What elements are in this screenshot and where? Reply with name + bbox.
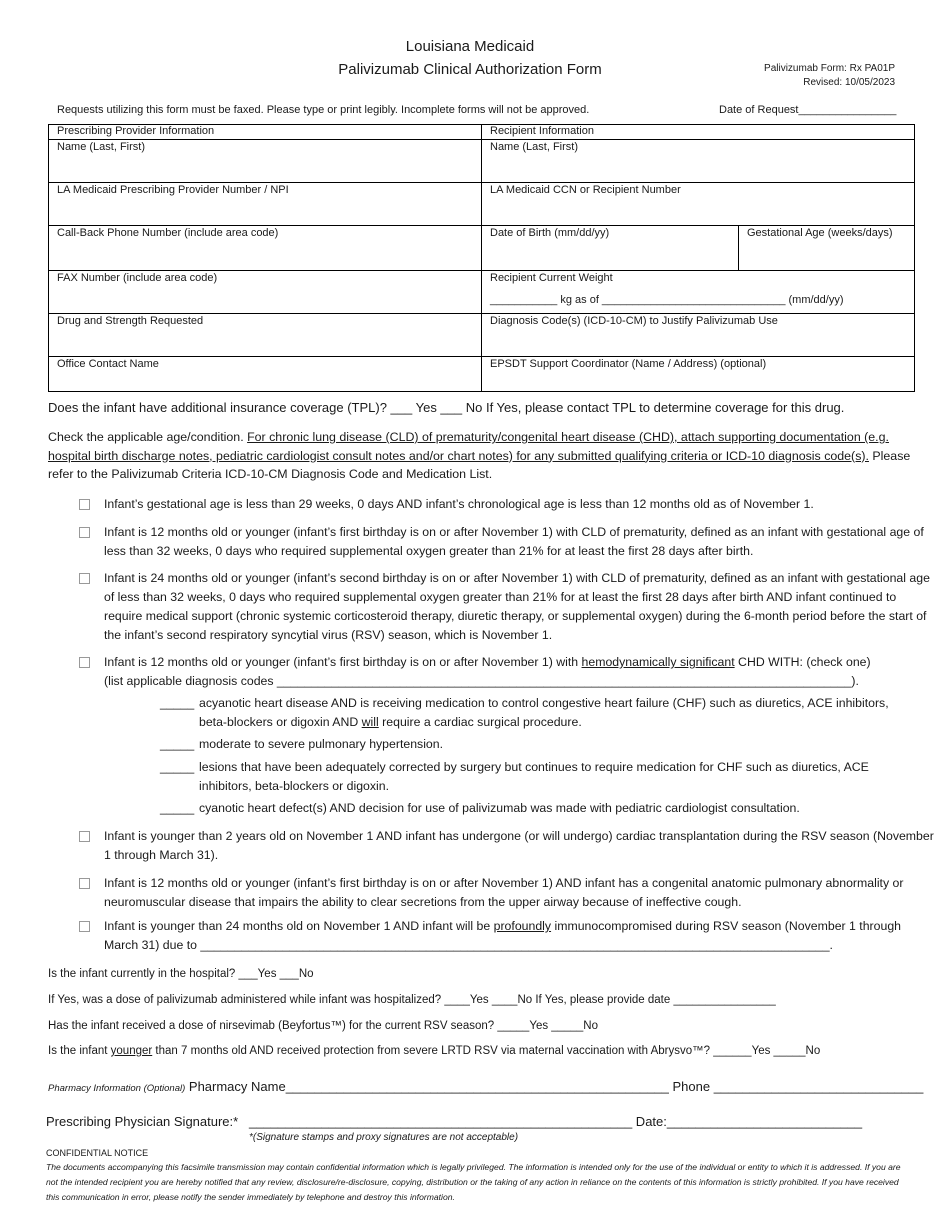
criterion-7-text xyxy=(104,917,934,955)
hospital-question[interactable]: Is the infant currently in the hospital? ___Yes ___No xyxy=(48,968,314,980)
signature-note: *(Signature stamps and proxy signatures are not acceptable) xyxy=(249,1132,519,1143)
chd-option-1-text xyxy=(199,694,899,732)
criterion-4-diagnosis-codes[interactable]: (list applicable diagnosis codes ____________________________________________________________________________________). xyxy=(104,674,859,688)
revised-date: Revised: 10/05/2023 xyxy=(803,77,895,88)
weight-entry-line[interactable]: ___________ kg as of ______________________________ (mm/dd/yy) xyxy=(490,294,844,306)
recipient-weight-field[interactable] xyxy=(482,271,915,314)
physician-signature-line[interactable]: _____________________________________________________ Date:___________________________ xyxy=(249,1114,863,1129)
chd-option-1-blank[interactable]: _____ xyxy=(160,696,195,710)
criterion-2-checkbox[interactable] xyxy=(79,527,90,538)
pharmacy-info-row[interactable] xyxy=(48,1079,923,1094)
form-instructions: Requests utilizing this form must be faxed. Please type or print legibly. Incomplete forms will not be approved. xyxy=(57,104,590,116)
criterion-7-checkbox[interactable] xyxy=(79,921,90,932)
weight-label: Recipient Current Weight xyxy=(490,272,613,284)
form-title-line1: Louisiana Medicaid xyxy=(405,38,535,55)
check-intro: Check the applicable age/condition. xyxy=(48,430,248,444)
date-of-request-field[interactable]: Date of Request________________ xyxy=(719,104,897,116)
callback-phone-field[interactable]: Call-Back Phone Number (include area code) xyxy=(49,226,482,271)
physician-signature-label: Prescribing Physician Signature:* xyxy=(46,1114,239,1129)
gestational-age-field[interactable]: Gestational Age (weeks/days) xyxy=(739,226,915,271)
provider-name-field[interactable]: Name (Last, First) xyxy=(49,140,482,183)
chd-option-3-blank[interactable]: _____ xyxy=(160,760,195,774)
criterion-4-checkbox[interactable] xyxy=(79,657,90,668)
form-title-line2: Palivizumab Clinical Authorization Form xyxy=(338,61,602,78)
criterion-3-text: Infant is 24 months old or younger (infant’s second birthday is on or after November 1) with CLD of prematurity, defined as an infant with gestational age of less than 32 weeks, 0 days who required supplemental oxygen greater than 21% for at least the first 28 days after birth AND infant continued to require medical support (chronic systemic corticosteroid therapy, diuretic therapy, or supplemental oxygen) during the 6-month period before the start of the infant’s second respiratory syncytial virus (RSV) season, which is November 1. xyxy=(104,571,930,642)
provider-recipient-table xyxy=(48,124,915,392)
sub1-post: require a cardiac surgical procedure. xyxy=(378,715,582,729)
q4-post: than 7 months old AND received protection from severe LRTD RSV via maternal vaccination with Abrysvo™? ______Yes _____No xyxy=(152,1045,821,1057)
provider-npi-field[interactable]: LA Medicaid Prescribing Provider Number / NPI xyxy=(49,183,482,226)
check-instructions xyxy=(48,428,928,484)
criterion-2-text: Infant is 12 months old or younger (infant’s first birthday is on or after November 1) with CLD of prematurity, defined as an infant with gestational age of less than 32 weeks, 0 days who required supplemental oxygen greater than 21% for at least the first 28 days after birth. xyxy=(104,525,924,558)
c7-pre: Infant is younger than 24 months old on November 1 AND infant will be xyxy=(104,919,494,933)
criterion-1-checkbox[interactable] xyxy=(79,499,90,510)
chd-option-4-text: cyanotic heart defect(s) AND decision for use of palivizumab was made with pediatric cardiologist consultation. xyxy=(199,801,800,815)
maternal-vaccination-question[interactable] xyxy=(48,1045,820,1057)
drug-strength-field[interactable]: Drug and Strength Requested xyxy=(49,314,482,357)
provider-heading: Prescribing Provider Information xyxy=(49,125,482,140)
diagnosis-code-field[interactable]: Diagnosis Code(s) (ICD-10-CM) to Justify Palivizumab Use xyxy=(482,314,915,357)
form-id: Palivizumab Form: Rx PA01P xyxy=(764,63,895,74)
pharmacy-name-field[interactable]: Pharmacy Name_____________________________________________________ Phone _____________________________ xyxy=(185,1079,924,1094)
criterion-3-checkbox[interactable] xyxy=(79,573,90,584)
check-documentation-note: For chronic lung disease (CLD) of prematurity/congenital heart disease (CHD), attach supporting documentation (e.g. hospital birth discharge notes, pediatric cardiologist consult notes and/or chart notes) for any submitted qualifying criteria or ICD-10 diagnosis code(s). xyxy=(48,430,889,463)
criterion-6-text: Infant is 12 months old or younger (infant’s first birthday is on or after November 1) AND infant has a congenital anatomic pulmonary abnormality or neuromuscular disease that impairs the ability to clear secretions from the upper airway because of ineffective cough. xyxy=(104,876,904,909)
criterion-5-text: Infant is younger than 2 years old on November 1 AND infant has undergone (or will undergo) cardiac transplantation during the RSV season (November 1 through March 31). xyxy=(104,829,934,862)
confidential-heading: CONFIDENTIAL NOTICE xyxy=(46,1148,149,1158)
c4-pre: Infant is 12 months old or younger (infant’s first birthday is on or after November 1) with xyxy=(104,655,582,669)
confidential-notice-text: The documents accompanying this facsimile transmission may contain confidential information which is legally privileged. The information is intended only for the use of the individual or entity to which it is addressed. If you are not the intended recipient you are hereby notified that any review, disclosure/re-disclosure, copying, distribution or the taking of any action in reliance on the contents of this information is strictly prohibited. If you have received this communication in error, please notify the sender immediately by telephone and destroy this information. xyxy=(46,1162,901,1202)
c4-post: CHD WITH: (check one) xyxy=(734,655,871,669)
date-of-birth-field[interactable]: Date of Birth (mm/dd/yy) xyxy=(482,226,739,271)
sub1-pre: acyanotic heart disease AND is receiving medication to control congestive heart failure (CHF) such as diuretics, ACE inhibitors, beta-blockers or digoxin AND xyxy=(199,696,889,729)
q4-pre: Is the infant xyxy=(48,1045,111,1057)
c4-underlined: hemodynamically significant xyxy=(581,655,735,669)
c7-underlined: profoundly xyxy=(493,919,552,933)
q4-underlined: younger xyxy=(110,1045,153,1057)
pharmacy-optional-label: Pharmacy Information (Optional) xyxy=(48,1083,186,1094)
recipient-ccn-field[interactable]: LA Medicaid CCN or Recipient Number xyxy=(482,183,915,226)
chd-option-3-text: lesions that have been adequately corrected by surgery but continues to require medication for CHF such as diuretics, ACE inhibitors, beta-blockers or digoxin. xyxy=(199,760,869,793)
sub1-underlined: will xyxy=(361,715,379,729)
criterion-1-text: Infant’s gestational age is less than 29 weeks, 0 days AND infant’s chronological age is less than 12 months old as of November 1. xyxy=(104,497,814,511)
nirsevimab-question[interactable]: Has the infant received a dose of nirsevimab (Beyfortus™) for the current RSV season? _____Yes _____No xyxy=(48,1020,598,1032)
tpl-question[interactable]: Does the infant have additional insurance coverage (TPL)? ___ Yes ___ No If Yes, please contact TPL to determine coverage for this drug. xyxy=(48,400,845,415)
recipient-name-field[interactable]: Name (Last, First) xyxy=(482,140,915,183)
check-refer-note: Please refer to the Palivizumab Criteria ICD-10-CM Diagnosis Code and Medication List. xyxy=(48,448,911,481)
palivizumab-hospital-dose-question[interactable]: If Yes, was a dose of palivizumab administered while infant was hospitalized? ____Yes ____No If Yes, please provide date ________________ xyxy=(48,994,776,1006)
criterion-5-checkbox[interactable] xyxy=(79,831,90,842)
criterion-4-text xyxy=(104,653,934,672)
epsdt-coordinator-field[interactable]: EPSDT Support Coordinator (Name / Address) (optional) xyxy=(482,357,915,392)
fax-number-field[interactable]: FAX Number (include area code) xyxy=(49,271,482,314)
chd-option-4-blank[interactable]: _____ xyxy=(160,801,195,815)
office-contact-field[interactable]: Office Contact Name xyxy=(49,357,482,392)
c7-post: immunocompromised during RSV season (November 1 through March 31) due to ____________________________________________________________________________________________. xyxy=(104,919,902,952)
criterion-6-checkbox[interactable] xyxy=(79,878,90,889)
recipient-heading: Recipient Information xyxy=(482,125,915,140)
chd-option-2-blank[interactable]: _____ xyxy=(160,737,195,751)
chd-option-2-text: moderate to severe pulmonary hypertension. xyxy=(199,737,444,751)
